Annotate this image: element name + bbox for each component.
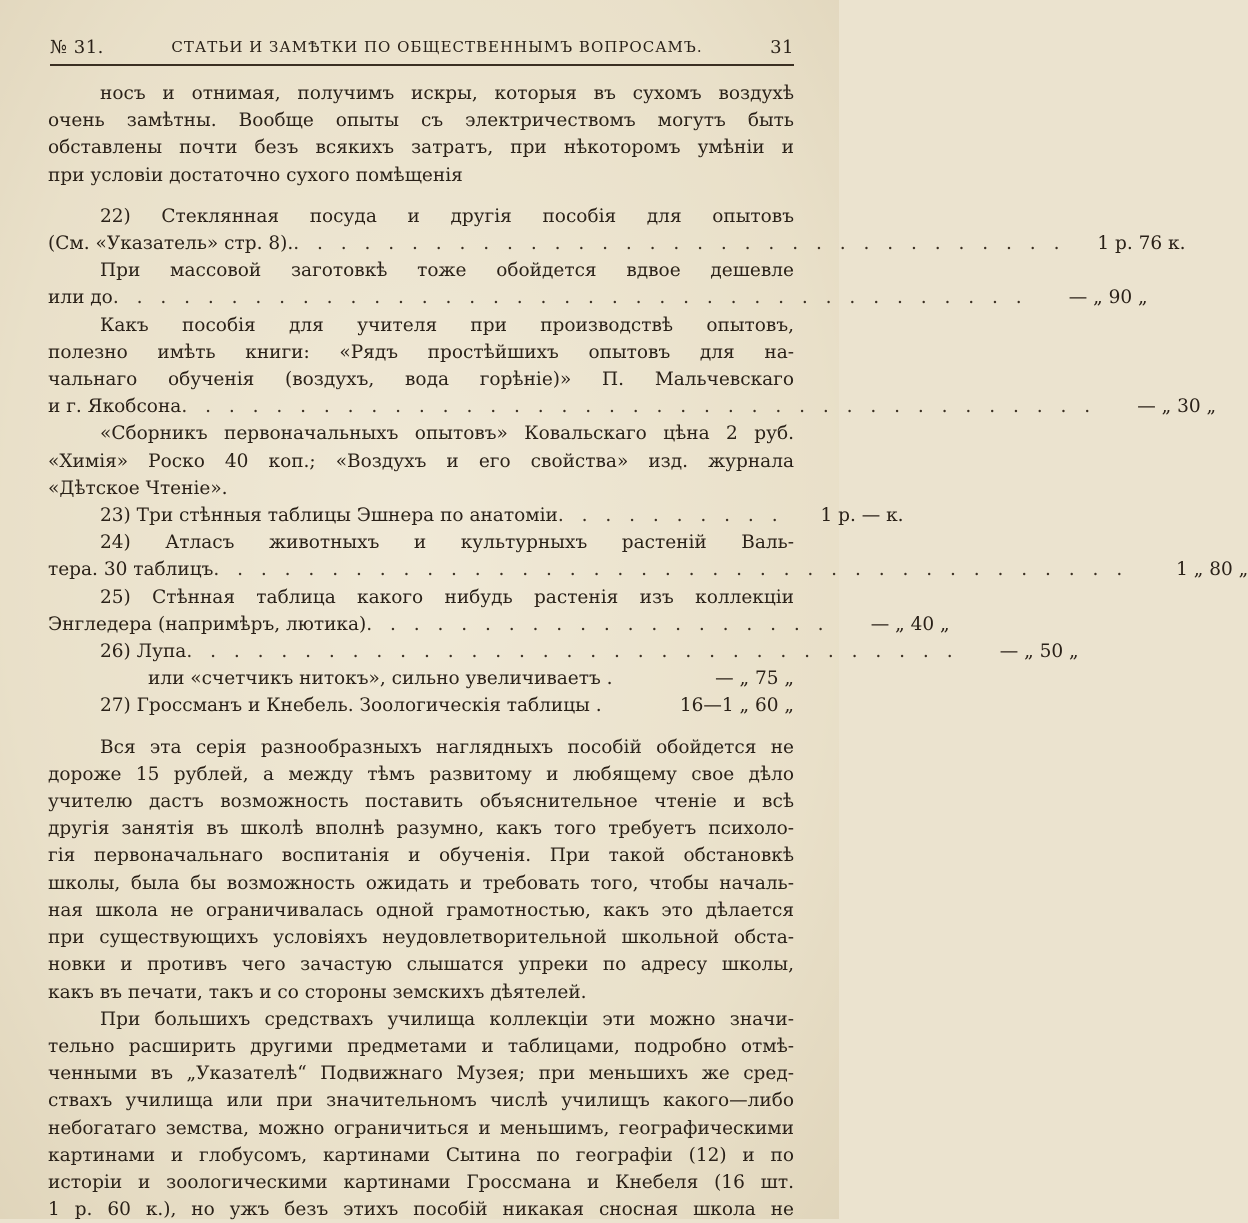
- price-line: [48, 556, 1248, 583]
- header-rule: [50, 64, 794, 66]
- price-line: [48, 665, 794, 692]
- text-line: тельно расширить другими предметами и таблицами, подробно отмѣ-: [48, 1035, 794, 1057]
- item-25: [48, 584, 950, 638]
- item-text: или «счетчикъ нитокъ», сильно увеличиваетъ .: [148, 668, 613, 690]
- text-line: ная школа не ограничивалась одной грамотностью, какъ это дѣлается: [48, 899, 794, 921]
- item-text: 27) Гроссманъ и Кнебель. Зоологическiя таблицы .: [100, 695, 602, 717]
- item-price: — „ 75 „: [715, 668, 794, 690]
- item-price: 16—1 „ 60 „: [679, 695, 794, 717]
- text-line: учителю дастъ возможность поставить объяснительное чтенiе и всѣ: [48, 791, 794, 813]
- paragraph-expansion: [48, 1006, 794, 1223]
- text-line: «Дѣтское Чтенiе».: [48, 477, 228, 499]
- item-text: или до: [48, 287, 113, 309]
- item-text: 26) Лупа: [100, 641, 187, 663]
- text-line: носъ и отнимая, получимъ искры, которыя въ сухомъ воздухѣ: [100, 83, 794, 104]
- item-text: (См. «Указатель» стр. 8).: [48, 233, 294, 255]
- text-line: обставлены почти безъ всякихъ затратъ, при нѣкоторомъ умѣнiи и: [48, 137, 794, 159]
- intro-paragraph: [48, 80, 794, 189]
- text-line: ствахъ училища или при значительномъ числѣ училищъ какого—либо: [48, 1090, 794, 1112]
- text-line: полезно имѣть книги: «Рядъ простѣйшихъ опытовъ для на-: [48, 341, 794, 363]
- text-line: 25) Стѣнная таблица какого нибудь растенiя изъ коллекцiи: [100, 586, 794, 608]
- item-price: — „ 40 „: [870, 613, 950, 635]
- text-line: очень замѣтны. Вообще опыты съ электричествомъ могутъ быть: [48, 110, 794, 132]
- text-line: чальнаго обученiя (воздухъ, вода горѣнiе)» П. Мальчевскаго: [48, 369, 794, 391]
- text-line: школы, была бы возможность ожидать и требовать того, чтобы началь-: [48, 872, 794, 894]
- price-line: [48, 638, 1079, 665]
- page-number: 31: [770, 36, 794, 58]
- text-line: картинами и глобусомъ, картинами Сытина по географiи (12) и по: [48, 1144, 794, 1166]
- item-24: [48, 529, 1248, 583]
- price-line: [48, 230, 1186, 257]
- item-price: — „ 30 „: [1137, 396, 1217, 418]
- text-line: при условiи достаточно сухого помѣщенiя: [48, 164, 463, 186]
- item-price: 1 р. 76 к.: [1097, 233, 1186, 255]
- leader-dots: . . . . . . . . . . . . . . . . . . . . . . . . . . . . . . . . .: [186, 641, 959, 663]
- item-22: [48, 203, 1186, 257]
- item-price: 1 „ 80 „: [1176, 559, 1248, 581]
- leader-dots: . . . . . . . . . . . . . . . . . . . . . . . . . . . . . . . . .: [293, 233, 1066, 255]
- text-line: 22) Стеклянная посуда и другiя пособiя для опытовъ: [100, 205, 794, 227]
- leader-dots: . . . . . . . . . .: [557, 505, 784, 527]
- text-line: ченными въ „Указателѣ“ Подвижнаго Музея; при меньшихъ же сред-: [48, 1063, 794, 1085]
- item-26: [48, 638, 1079, 692]
- text-line: небогатаго земства, можно ограничиться и меньшимъ, географическими: [48, 1117, 794, 1139]
- leader-dots: . . . . . . . . . . . . . . . . . . . . . . . . . . . . . . . . . . . . . . .: [112, 287, 1028, 309]
- leader-dots: . . . . . . . . . . . . . . . . . . . .: [366, 613, 830, 635]
- page-body: [48, 80, 1248, 1223]
- item-price: — „ 50 „: [999, 641, 1079, 663]
- text-line: При массовой заготовкѣ тоже обойдется вдвое дешевле: [100, 260, 794, 282]
- text-line: Вся эта серiя разнообразныхъ наглядныхъ пособiй обойдется не: [100, 736, 794, 758]
- leader-dots: . . . . . . . . . . . . . . . . . . . . . . . . . . . . . . . . . . . . . . .: [181, 396, 1097, 418]
- text-line: новки и противъ чего зачастую слышатся упреки по адресу школы,: [48, 954, 794, 976]
- collection-books: [48, 420, 794, 502]
- text-line: 1 р. 60 к.), но ужъ безъ этихъ пособiй никакая сносная школа не: [48, 1199, 794, 1221]
- paragraph-summary: [48, 734, 794, 1006]
- text-line: другiя занятiя въ школѣ вполнѣ разумно, какъ того требуетъ психоло-: [48, 818, 794, 840]
- item-22-bulk: [48, 257, 1148, 311]
- item-price: 1 р. — к.: [820, 505, 904, 527]
- price-line: [48, 611, 950, 638]
- text-line: дороже 15 рублей, а между тѣмъ развитому и любящему свое дѣло: [48, 763, 794, 785]
- text-line: При большихъ средствахъ училища коллекцiи эти можно значи-: [100, 1008, 794, 1030]
- leader-dots: . . . . . . . . . . . . . . . . . . . . . . . . . . . . . . . . . . . . . . .: [213, 559, 1129, 581]
- text-line: 24) Атласъ животныхъ и культурныхъ растенiй Валь-: [100, 532, 794, 554]
- item-27: [48, 692, 794, 719]
- text-line: при существующихъ условiяхъ неудовлетворительной школьной обста-: [48, 927, 794, 949]
- price-line: [48, 393, 1217, 420]
- running-header: [50, 30, 794, 64]
- text-line: «Сборникъ первоначальныхъ опытовъ» Ковальскаго цѣна 2 руб.: [100, 423, 794, 445]
- item-text: Энгледера (напримѣръ, лютика): [48, 613, 367, 635]
- text-line: Какъ пособiя для учителя при производствѣ опытовъ,: [100, 314, 794, 336]
- teacher-books: [48, 312, 1217, 421]
- text-line: «Химiя» Роско 40 коп.; «Воздухъ и его свойства» изд. журнала: [48, 450, 794, 472]
- item-23: [48, 502, 904, 529]
- item-text: 23) Три стѣнныя таблицы Эшнера по анатомiи: [100, 505, 558, 527]
- item-price: — „ 90 „: [1068, 287, 1148, 309]
- item-text: тера. 30 таблицъ: [48, 559, 214, 581]
- text-line: гiя первоначальнаго воспитанiя и обученiя. При такой обстановкѣ: [48, 845, 794, 867]
- running-title: СТАТЬИ И ЗАМѢТКИ ПО ОБЩЕСТВЕННЫМЪ ВОПРОСАМЪ.: [171, 38, 703, 56]
- text-line: исторiи и зоологическими картинами Гроссмана и Кнебеля (16 шт.: [48, 1171, 794, 1193]
- issue-number: № 31.: [50, 36, 104, 58]
- item-text: и г. Якобсона: [48, 396, 182, 418]
- price-line: [48, 284, 1148, 311]
- text-line: какъ въ печати, такъ и со стороны земскихъ дѣятелей.: [48, 981, 587, 1003]
